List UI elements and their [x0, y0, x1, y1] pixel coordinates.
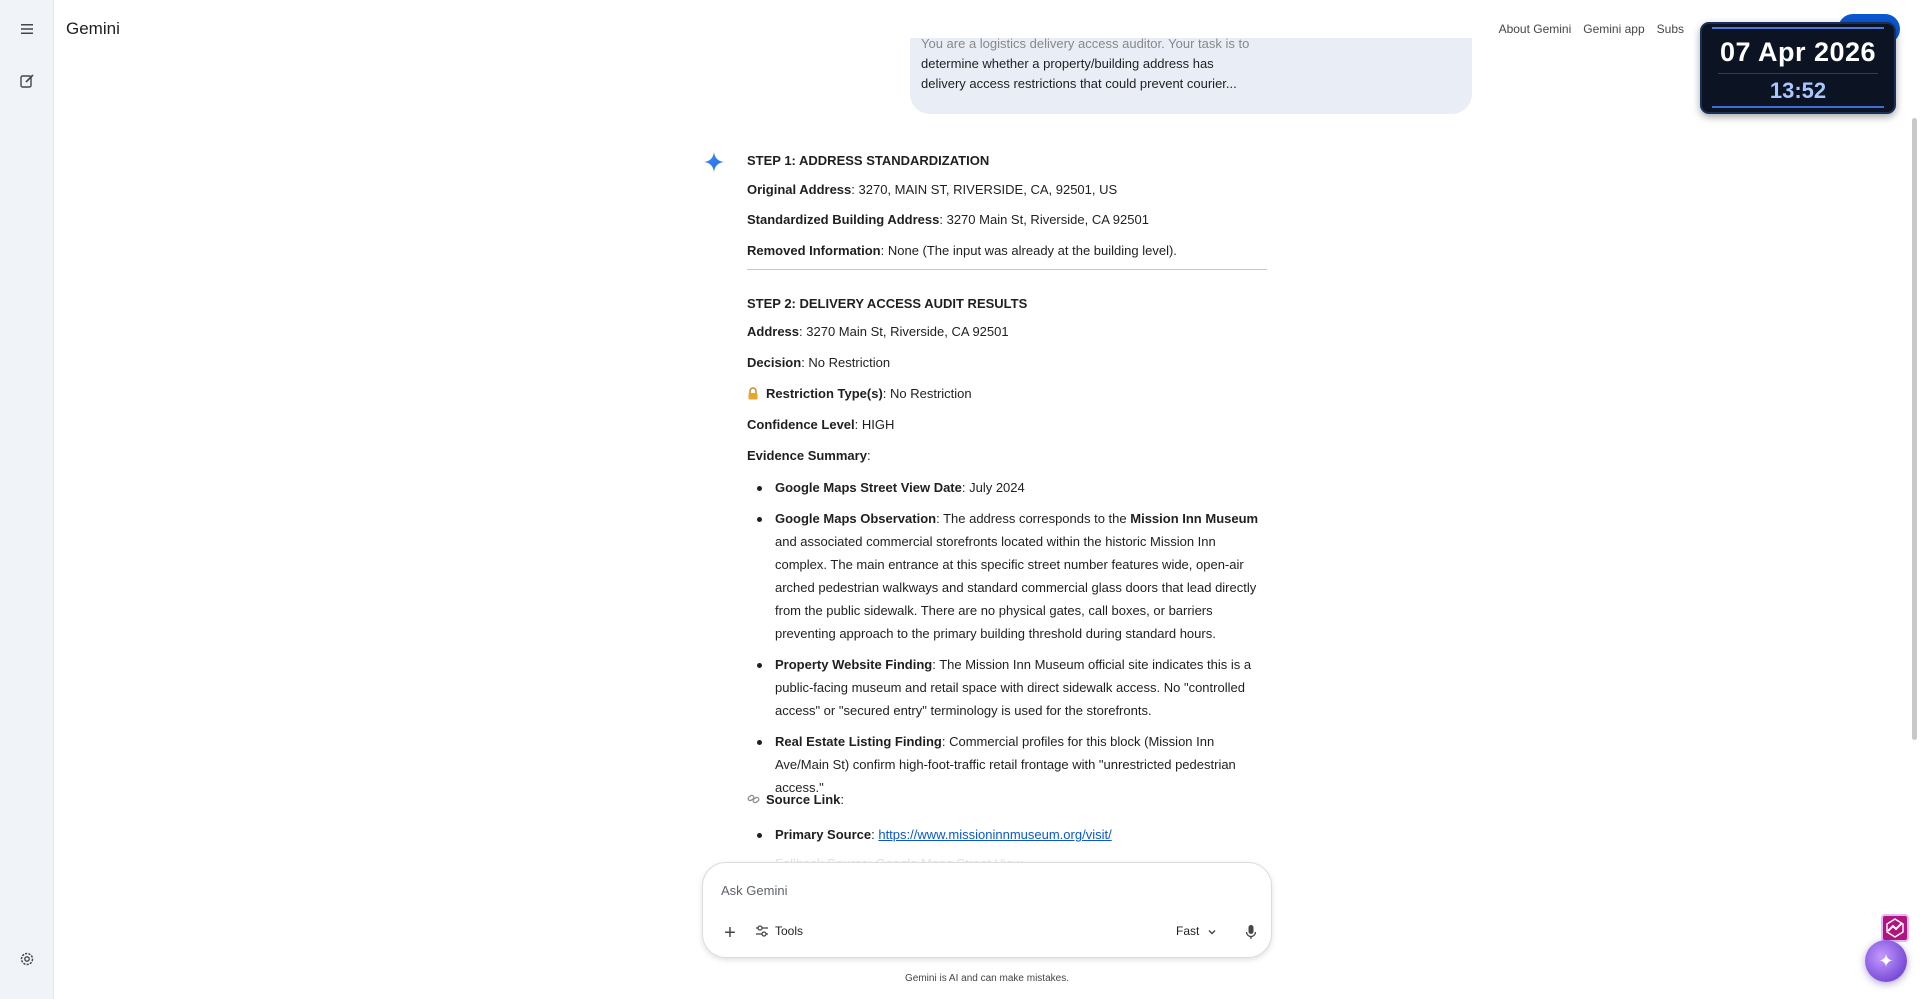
source-label: Source Link: [766, 792, 841, 807]
user-message-cut-line: You are a logistics delivery access auditor. Your task is to: [921, 38, 1250, 51]
streetview-label: Google Maps Street View Date: [775, 480, 962, 495]
address-row: [747, 324, 1009, 339]
primary-source-label: Primary Source: [775, 827, 872, 842]
original-address-label: Original Address: [747, 182, 852, 197]
observation-text-cont: and associated commercial storefronts located within the historic Mission Inn complex. The main entrance at this specific street number features wide, open-air arched pedestrian walkways and standard commercial glass doors that lead directly from the public sidewalk. There are no physical gates, call boxes, or barriers preventing approach to the primary building threshold during standard hours.: [775, 534, 1257, 641]
settings-icon[interactable]: [14, 946, 40, 972]
user-message-line: delivery access restrictions that could prevent courier...: [921, 76, 1237, 91]
original-address-value: : 3270, MAIN ST, RIVERSIDE, CA, 92501, US: [851, 182, 1118, 197]
decision-row: [747, 355, 890, 370]
evidence-item-observation: [775, 507, 1269, 645]
evidence-colon: :: [866, 448, 871, 463]
bullet-dot: [757, 517, 762, 522]
app-title[interactable]: Gemini: [66, 19, 120, 38]
prompt-composer: [702, 862, 1272, 958]
gemini-spark-icon: [702, 150, 726, 174]
extension-icon[interactable]: [1881, 914, 1909, 942]
section-divider: [747, 269, 1267, 270]
restriction-row: [747, 386, 972, 401]
new-chat-icon[interactable]: [14, 68, 40, 94]
observation-text: : The address corresponds to the: [936, 511, 1131, 526]
observation-label: Google Maps Observation: [775, 511, 937, 526]
evidence-item-website: [775, 653, 1269, 722]
scrollbar-thumb[interactable]: [1912, 118, 1917, 740]
restriction-label: Restriction Type(s): [766, 386, 883, 401]
address-value: : 3270 Main St, Riverside, CA 92501: [799, 324, 1009, 339]
confidence-value: : HIGH: [854, 417, 895, 432]
link-icon: [747, 793, 761, 805]
ai-disclaimer: Gemini is AI and can make mistakes.: [905, 973, 1069, 984]
removed-info-row: [747, 243, 1177, 258]
lock-icon: [747, 387, 761, 400]
bullet-dot: [757, 740, 762, 745]
confidence-label: Confidence Level: [747, 417, 855, 432]
subscriptions-link[interactable]: Subs: [1656, 22, 1684, 36]
original-address-row: [747, 182, 1117, 197]
bullet-dot: [757, 486, 762, 491]
listing-label: Real Estate Listing Finding: [775, 734, 942, 749]
menu-icon[interactable]: [14, 16, 40, 42]
clock-time: 13:52: [1769, 78, 1827, 103]
prompt-input[interactable]: Ask Gemini: [721, 883, 788, 898]
tools-label: Tools: [775, 924, 804, 938]
user-message-line: determine whether a property/building address has: [921, 56, 1214, 71]
standardized-address-value: : 3270 Main St, Riverside, CA 92501: [939, 212, 1149, 227]
mode-selector[interactable]: [1176, 924, 1217, 938]
gemini-app-link[interactable]: Gemini app: [1583, 22, 1645, 36]
bullet-dot: [757, 833, 762, 838]
evidence-label: Evidence Summary: [747, 448, 867, 463]
step2-heading: STEP 2: DELIVERY ACCESS AUDIT RESULTS: [747, 296, 1028, 311]
clock-bottom-accent: [1712, 106, 1884, 108]
decision-label: Decision: [747, 355, 802, 370]
streetview-value: : July 2024: [961, 480, 1025, 495]
decision-value: : No Restriction: [801, 355, 891, 370]
restriction-value: : No Restriction: [882, 386, 972, 401]
header-links: [1499, 22, 1684, 36]
listing-text: : Commercial profiles for this block (Mission Inn Ave/Main St) confirm high-foot-traffic retail frontage with "unrestricted pedestrian access.": [775, 734, 1236, 795]
address-label: Address: [747, 324, 800, 339]
clock-top-accent: [1712, 27, 1884, 29]
primary-source-link[interactable]: https://www.missioninnmuseum.org/visit/: [878, 827, 1112, 842]
tools-button[interactable]: [755, 924, 803, 938]
bullet-dot: [757, 663, 762, 668]
clock-widget: [1700, 22, 1896, 114]
source-colon: :: [840, 792, 845, 807]
evidence-item-streetview: [775, 476, 1269, 499]
removed-info-label: Removed Information: [747, 243, 881, 258]
evidence-heading-row: [747, 448, 871, 463]
user-message-bubble[interactable]: [910, 38, 1472, 114]
tools-icon: [755, 924, 769, 938]
website-label: Property Website Finding: [775, 657, 933, 672]
plus-icon[interactable]: +: [724, 922, 736, 944]
step1-heading: STEP 1: ADDRESS STANDARDIZATION: [747, 153, 990, 168]
clock-date: 07 Apr 2026: [1719, 37, 1877, 67]
evidence-item-listing: [775, 730, 1269, 799]
removed-info-value: : None (The input was already at the building level).: [880, 243, 1177, 258]
website-text: : The Mission Inn Museum official site indicates this is a public-facing museum and retail space with direct sidewalk access. No "controlled access" or "secured entry" terminology is used for the storefronts.: [775, 657, 1252, 718]
sidebar: [0, 0, 54, 999]
confidence-row: [747, 417, 894, 432]
about-gemini-link[interactable]: About Gemini: [1498, 22, 1572, 36]
mode-label: Fast: [1176, 924, 1200, 938]
observation-bold: Mission Inn Museum: [1130, 511, 1259, 526]
standardized-address-label: Standardized Building Address: [747, 212, 940, 227]
mic-icon[interactable]: [1240, 921, 1262, 943]
standardized-address-row: [747, 212, 1149, 227]
clock-divider: [1718, 73, 1878, 74]
primary-source-colon: :: [871, 827, 879, 842]
primary-source-item: [775, 823, 1269, 846]
source-heading-row: [747, 792, 844, 807]
chevron-down-icon: [1207, 926, 1217, 936]
assistant-fab-sparkle-icon[interactable]: ✦: [1865, 940, 1907, 982]
